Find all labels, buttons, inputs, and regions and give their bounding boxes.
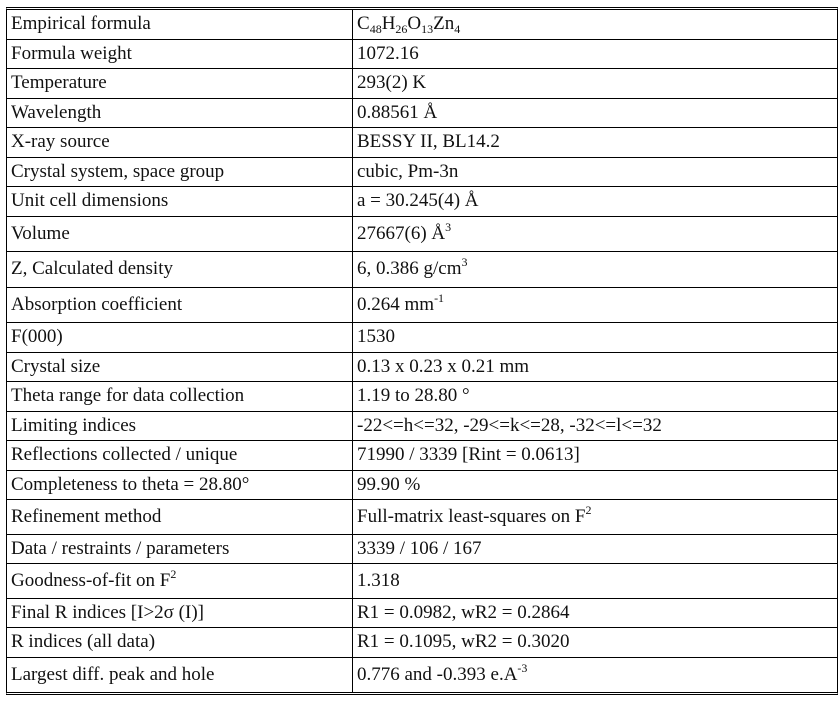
crystal-data-table — [6, 7, 838, 695]
row-label: X-ray source — [7, 128, 353, 158]
row-label: Reflections collected / unique — [7, 441, 353, 471]
table-row — [7, 441, 837, 471]
row-label: Theta range for data collection — [7, 382, 353, 412]
row-value: a = 30.245(4) Å — [353, 187, 838, 217]
row-label: Unit cell dimensions — [7, 187, 353, 217]
table-row — [7, 216, 837, 252]
table-row — [7, 157, 837, 187]
table-row — [7, 564, 837, 599]
row-label: Refinement method — [7, 500, 353, 535]
row-value: 6, 0.386 $g/cm^3$ — [353, 252, 838, 288]
row-label: Final R indices [I>2σ (I)] — [7, 598, 353, 628]
row-label: Limiting indices — [7, 411, 353, 441]
table-row — [7, 411, 837, 441]
row-label: Goodness-of-fit on $F^2$ — [7, 564, 353, 599]
table-row — [7, 352, 837, 382]
table-row — [7, 39, 837, 69]
table-row — [7, 657, 837, 692]
row-label: Volume — [7, 216, 353, 252]
row-label: Largest diff. peak and hole — [7, 657, 353, 692]
row-value: R1 = 0.0982, wR2 = 0.2864 — [353, 598, 838, 628]
table-row — [7, 10, 837, 39]
row-label: Data / restraints / parameters — [7, 534, 353, 564]
row-value: cubic, Pm-3n — [353, 157, 838, 187]
table-row — [7, 628, 837, 658]
row-label: Formula weight — [7, 39, 353, 69]
row-value: 27667(6) $Å^3$ — [353, 216, 838, 252]
row-value: 71990 / 3339 [Rint = 0.0613] — [353, 441, 838, 471]
table-row — [7, 323, 837, 353]
row-label: Z, Calculated density — [7, 252, 353, 288]
row-value: 0.88561 Å — [353, 98, 838, 128]
table-row — [7, 500, 837, 535]
row-value: 1530 — [353, 323, 838, 353]
row-value: 293(2) K — [353, 69, 838, 99]
row-label: Crystal system, space group — [7, 157, 353, 187]
table-row — [7, 287, 837, 323]
row-label: Absorption coefficient — [7, 287, 353, 323]
row-label: F(000) — [7, 323, 353, 353]
row-value: -22<=h<=32, -29<=k<=28, -32<=l<=32 — [353, 411, 838, 441]
row-value: 0.13 x 0.23 x 0.21 mm — [353, 352, 838, 382]
table-row — [7, 98, 837, 128]
row-label: Empirical formula — [7, 10, 353, 39]
row-value: 99.90 % — [353, 470, 838, 500]
row-label: Wavelength — [7, 98, 353, 128]
table-row — [7, 382, 837, 412]
row-value: 1.19 to 28.80 ° — [353, 382, 838, 412]
table-row — [7, 128, 837, 158]
row-value: 0.776 and -0.393 $e.A^{-3}$ — [357, 660, 528, 685]
row-value: 3339 / 106 / 167 — [353, 534, 838, 564]
row-label: Temperature — [7, 69, 353, 99]
table-row — [7, 69, 837, 99]
row-value: $C_{48}H_{26}O_{13}Zn_4$ — [353, 10, 838, 39]
row-value: Full-matrix least-squares on $F^2$ — [353, 500, 838, 535]
table-row — [7, 470, 837, 500]
row-value: R1 = 0.1095, wR2 = 0.3020 — [353, 628, 838, 658]
row-label: R indices (all data) — [7, 628, 353, 658]
row-value: 1072.16 — [353, 39, 838, 69]
table-row — [7, 252, 837, 288]
row-label: Crystal size — [7, 352, 353, 382]
row-value: 0.264 $mm^{-1}$ — [353, 287, 838, 323]
row-label: Completeness to theta = 28.80° — [7, 470, 353, 500]
table-row — [7, 187, 837, 217]
table-row — [7, 598, 837, 628]
table-row — [7, 534, 837, 564]
row-value: 1.318 — [353, 564, 838, 599]
row-value: BESSY II, BL14.2 — [353, 128, 838, 158]
